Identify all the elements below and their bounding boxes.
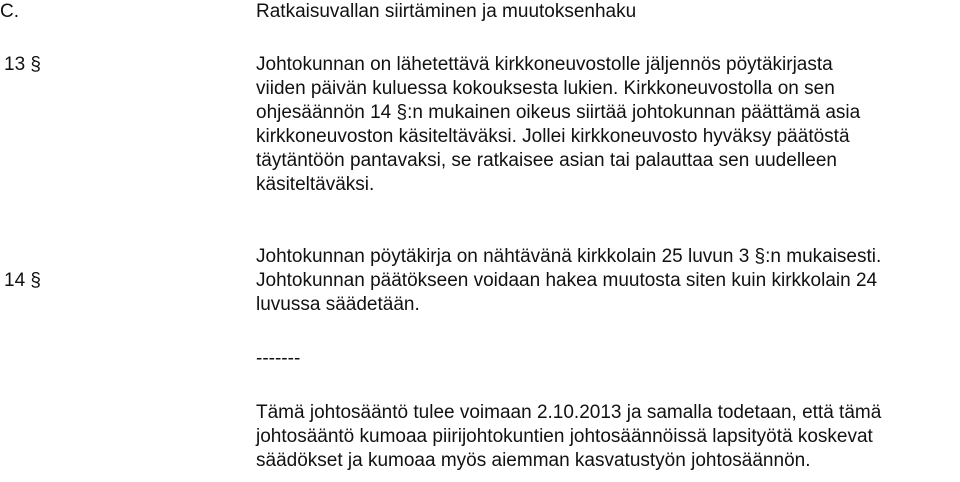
closing-line: johtosääntö kumoaa piirijohtokuntien johtosäännöissä lapsityötä koskevat [256, 426, 873, 447]
section-letter: C. [0, 1, 19, 22]
paragraph-line: ohjesäännön 14 §:n mukainen oikeus siirtää johtokunnan päättämä asia [256, 102, 861, 123]
paragraph-number-13: 13 § [4, 54, 41, 75]
paragraph-line: Johtokunnan päätökseen voidaan hakea muutosta siten kuin kirkkolain 24 [256, 270, 878, 291]
paragraph-line: Johtokunnan on lähetettävä kirkkoneuvostolle jäljennös pöytäkirjasta [256, 54, 833, 75]
paragraph-line: täytäntöön pantavaksi, se ratkaisee asian tai palauttaa sen uudelleen [256, 150, 837, 171]
separator-dashes: ------- [256, 348, 301, 369]
section-title: Ratkaisuvallan siirtäminen ja muutoksenhaku [256, 1, 637, 22]
paragraph-line: viiden päivän kuluessa kokouksesta lukien. Kirkkoneuvostolla on sen [256, 78, 835, 99]
paragraph-line: kirkkoneuvoston käsiteltäväksi. Jollei kirkkoneuvosto hyväksy päätöstä [256, 126, 850, 147]
paragraph-line: käsiteltäväksi. [256, 174, 375, 195]
paragraph-line: Johtokunnan pöytäkirja on nähtävänä kirkkolain 25 luvun 3 §:n mukaisesti. [256, 246, 882, 267]
closing-line: Tämä johtosääntö tulee voimaan 2.10.2013 ja samalla todetaan, että tämä [256, 402, 882, 423]
paragraph-number-14: 14 § [4, 270, 41, 291]
paragraph-line: luvussa säädetään. [256, 294, 420, 315]
closing-line: säädökset ja kumoaa myös aiemman kasvatustyön johtosäännön. [256, 450, 811, 471]
